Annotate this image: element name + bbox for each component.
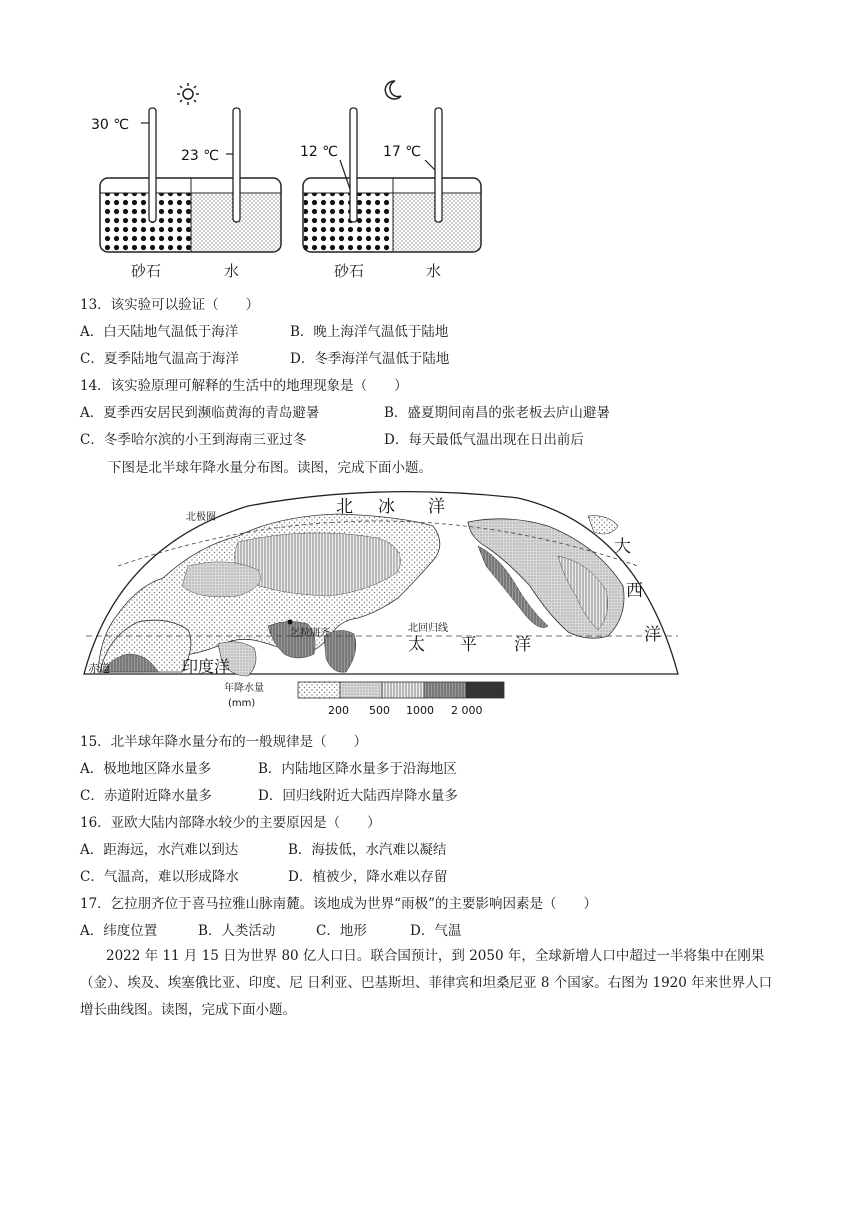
- option-14d[interactable]: D．每天最低气温出现在日出前后: [384, 432, 584, 448]
- option-14a[interactable]: A．夏季西安居民到濒临黄海的青岛避暑: [80, 405, 320, 421]
- cherrapunji-marker: [288, 620, 293, 625]
- map-intro: 下图是北半球年降水量分布图。读图，完成下面小题。: [108, 460, 432, 476]
- equator-label: 赤道: [88, 662, 110, 675]
- option-16a[interactable]: A．距海远，水汽难以到达: [80, 842, 239, 858]
- option-17a[interactable]: A．纬度位置: [80, 923, 158, 939]
- arctic-circle-label: 北极圈: [186, 512, 216, 523]
- question-16-stem: 16．亚欧大陆内部降水较少的主要原因是（ ）: [80, 815, 381, 831]
- atlantic-char-1: 大: [614, 537, 631, 557]
- option-16b[interactable]: B．海拔低，水汽难以凝结: [288, 842, 447, 858]
- option-16d[interactable]: D．植被少，降水难以存留: [288, 869, 448, 885]
- option-15d[interactable]: D．回归线附近大陆西岸降水量多: [258, 788, 458, 804]
- night-water-temp: 17 ℃: [383, 144, 421, 160]
- option-13a[interactable]: A．白天陆地气温低于海洋: [80, 324, 239, 340]
- option-17c[interactable]: C．地形: [316, 923, 367, 939]
- option-14c[interactable]: C．冬季哈尔滨的小王到海南三亚过冬: [80, 432, 307, 448]
- night-water-label: 水: [426, 262, 442, 280]
- legend-tick-500: 500: [369, 704, 390, 716]
- atlantic-char-2: 西: [626, 581, 643, 601]
- option-14b[interactable]: B．盛夏期间南昌的张老板去庐山避暑: [384, 405, 610, 421]
- legend-tick-1000: 1000: [406, 704, 434, 716]
- cherrapunji-label: 乞拉朋齐: [290, 628, 330, 639]
- option-13d[interactable]: D．冬季海洋气温低于陆地: [290, 351, 450, 367]
- option-17d[interactable]: D．气温: [410, 923, 462, 939]
- night-sand-temp: 12 ℃: [300, 144, 338, 160]
- arctic-ocean-char-3: 洋: [428, 497, 445, 517]
- option-17b[interactable]: B．人类活动: [198, 923, 276, 939]
- legend-tick-200: 200: [328, 704, 349, 716]
- night-container: [303, 108, 481, 252]
- population-intro: 2022 年 11 月 15 日为世界 80 亿人口日。联合国预计，到 2050 年，全球新增人口中超过一半将集中在刚果（金）、埃及、埃塞俄比亚、印度、尼 日利亚、巴基斯坦、菲律宾和坦桑尼亚 8 个国家。右图为 1920 年来世界人口增长曲线图。读图，完成下面小题。: [80, 948, 773, 1018]
- legend-swatches: [298, 682, 504, 698]
- day-sand-label: 砂石: [131, 262, 162, 280]
- question-15-stem: 15．北半球年降水量分布的一般规律是（ ）: [80, 734, 368, 750]
- moon-icon: [385, 81, 401, 99]
- option-13b[interactable]: B．晚上海洋气温低于陆地: [290, 324, 449, 340]
- option-15b[interactable]: B．内陆地区降水量多于沿海地区: [258, 761, 457, 777]
- option-13c[interactable]: C．夏季陆地气温高于海洋: [80, 351, 239, 367]
- arctic-ocean-char-2: 冰: [378, 497, 395, 517]
- land-sea-experiment-figure: [85, 72, 495, 282]
- legend-title: 年降水量: [224, 683, 264, 694]
- question-14-stem: 14．该实验原理可解释的生活中的地理现象是（ ）: [80, 378, 408, 394]
- pacific-char-3: 洋: [514, 635, 531, 655]
- atlantic-char-3: 洋: [644, 625, 661, 645]
- indian-ocean-label: 印度洋: [182, 657, 231, 676]
- day-water-temp: 23 ℃: [181, 148, 219, 164]
- pacific-char-1: 太: [408, 635, 425, 655]
- legend-tick-2000: 2 000: [451, 704, 483, 716]
- precipitation-map: [78, 486, 688, 716]
- question-13-stem: 13．该实验可以验证（ ）: [80, 297, 260, 313]
- option-15c[interactable]: C．赤道附近降水量多: [80, 788, 212, 804]
- sun-icon: [177, 83, 199, 105]
- option-15a[interactable]: A．极地地区降水量多: [80, 761, 212, 777]
- day-water-label: 水: [224, 262, 240, 280]
- tropic-label: 北回归线: [408, 623, 448, 634]
- legend-unit: (mm): [228, 698, 256, 709]
- arctic-ocean-char-1: 北: [336, 497, 353, 517]
- question-17-stem: 17．乞拉朋齐位于喜马拉雅山脉南麓。该地成为世界“雨极”的主要影响因素是（ ）: [80, 896, 597, 912]
- option-16c[interactable]: C．气温高，难以形成降水: [80, 869, 239, 885]
- night-sand-label: 砂石: [334, 262, 365, 280]
- pacific-char-2: 平: [460, 635, 477, 655]
- day-sand-temp: 30 ℃: [91, 117, 129, 133]
